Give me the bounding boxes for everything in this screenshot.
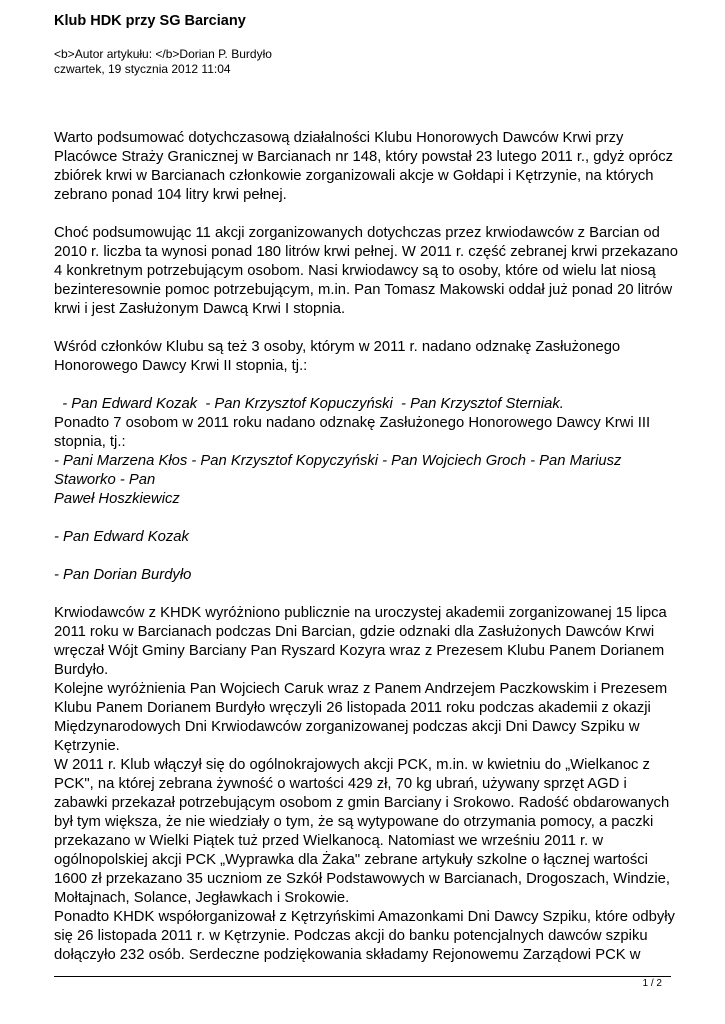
text-line: 4 konkretnym potrzebującym osobom. Nasi krwiodawcy są to osoby, które od wielu lat niosą: [54, 263, 656, 279]
text-line: [54, 471, 645, 490]
list-iii-extra-2: [54, 566, 679, 585]
page-title: Klub HDK przy SG Barciany: [54, 13, 246, 29]
text-line: zebrano ponad 104 litry krwi pełnej.: [54, 187, 287, 203]
text-line: przekazano w Wielki Piątek tuż przed Wielkanocą. Natomiast we wrześniu 2011 r. w: [54, 833, 604, 849]
text-line: bezinteresownie pomoc potrzebującym, m.in. Pan Tomasz Makowski oddał już ponad 20 litrów: [54, 282, 673, 298]
text-line: - Pani Marzena Kłos - Pan Krzysztof Kopyczyński - Pan Wojciech Groch - Pan Mariusz: [54, 453, 622, 469]
text-line: ogólnopolskiej akcji PCK „Wyprawka dla Żaka" zebrane artykuły szkolne o łącznej wartości: [54, 852, 648, 868]
text-line: - Pan Edward Kozak: [54, 529, 189, 545]
text-fragment: - Pan: [119, 472, 156, 488]
text-line: wręczał Wójt Gminy Barciany Pan Ryszard Kozyra wraz z Prezesem Klubu Panem Dorianem: [54, 643, 665, 659]
text-line: W 2011 r. Klub włączył się do ogólnokrajowych akcji PCK, m.in. w kwietniu do „Wielkanoc z: [54, 757, 650, 773]
paragraph-actions: [54, 224, 679, 319]
text-line: - Pan Dorian Burdyło: [54, 567, 192, 583]
paragraph-awards: [54, 604, 679, 965]
text-fragment: Staworko: [54, 472, 116, 488]
text-line: był tym większa, że nie wiedziały o tym, że są wytypowane do otrzymania pomocy, a paczki: [54, 814, 654, 830]
text-line: 2011 roku w Barcianach podczas Dni Barcian, gdzie odznaki dla Zasłużonych Dawców Krwi: [54, 624, 655, 640]
text-line: dołączyło 232 osób. Serdeczne podziękowania składamy Rejonowemu Zarządowi PCK w: [54, 947, 641, 963]
text-line: Klubu Panem Dorianem Burdyło wręczyli 26 listopada 2011 roku podczas akademii z okazji: [54, 700, 651, 716]
text-line: PCK", na której zebrana żywność o wartości 429 zł, 70 kg ubrań, używany sprzęt AGD i: [54, 776, 627, 792]
text-line: - Pan Edward Kozak - Pan Krzysztof Kopuczyński - Pan Krzysztof Sterniak.: [54, 396, 564, 412]
text-line: Honorowego Dawcy Krwi II stopnia, tj.:: [54, 358, 308, 374]
text-line: Placówce Straży Granicznej w Barcianach nr 148, który powstał 23 lutego 2011 r., gdyż oprócz: [54, 149, 674, 165]
article-body: [54, 129, 679, 965]
text-line: 1600 zł przekazano 35 uczniom ze Szkół Podstawowych w Barcianach, Drogoszach, Windzie,: [54, 871, 671, 887]
text-line: zbiórek krwi w Barcianach członkowie zorganizowali akcje w Gołdapi i Kętrzynie, na których: [54, 168, 654, 184]
page-number: 1 / 2: [642, 978, 662, 989]
text-line: Paweł Hoszkiewicz: [54, 491, 180, 507]
list-iii-extra-1: [54, 528, 679, 547]
text-line: się 26 listopada 2011 r. w Kętrzynie. Podczas akcji do banku potencjalnych dawców szpiku: [54, 928, 648, 944]
date-line: czwartek, 19 stycznia 2012 11:04: [54, 62, 231, 76]
text-line: Kolejne wyróżnienia Pan Wojciech Caruk wraz z Panem Andrzejem Paczkowskim i Prezesem: [54, 681, 668, 697]
text-line: Ponadto 7 osobom w 2011 roku nadano odznakę Zasłużonego Honorowego Dawcy Krwi III: [54, 415, 651, 431]
footer-divider: [54, 976, 671, 977]
paragraph-members: [54, 338, 679, 376]
text-line: Wśród członków Klubu są też 3 osoby, którym w 2011 r. nadano odznakę Zasłużonego: [54, 339, 621, 355]
text-line: Kętrzynie.: [54, 738, 120, 754]
paragraph-summary: [54, 129, 679, 205]
list-ii-degree: [54, 395, 679, 509]
text-line: Ponadto KHDK współorganizował z Kętrzyńskimi Amazonkami Dni Dawcy Szpiku, które odbyły: [54, 909, 675, 925]
text-line: krwi i jest Zasłużonym Dawcą Krwi I stopnia.: [54, 301, 346, 317]
text-line: Choć podsumowując 11 akcji zorganizowanych dotychczas przez krwiodawców z Barcian od: [54, 225, 660, 241]
text-line: Krwiodawców z KHDK wyróżniono publicznie na uroczystej akademii zorganizowanej 15 lipca: [54, 605, 667, 621]
text-line: Warto podsumować dotychczasową działalności Klubu Honorowych Dawców Krwi przy: [54, 130, 624, 146]
text-line: stopnia, tj.:: [54, 434, 126, 450]
text-line: Mołtajnach, Solance, Jegławkach i Srokowie.: [54, 890, 350, 906]
author-line: <b>Autor artykułu: </b>Dorian P. Burdyło: [54, 47, 272, 61]
text-line: 2010 r. liczba ta wynosi ponad 180 litrów krwi pełnej. W 2011 r. część zebranej krwi przekazano: [54, 244, 678, 260]
text-line: Międzynarodowych Dni Krwiodawców zorganizowanej podczas akcji Dni Dawcy Szpiku w: [54, 719, 640, 735]
text-line: Burdyło.: [54, 662, 109, 678]
text-line: zabawki przekazał potrzebującym osobom z gmin Barciany i Srokowo. Radość obdarowanych: [54, 795, 670, 811]
